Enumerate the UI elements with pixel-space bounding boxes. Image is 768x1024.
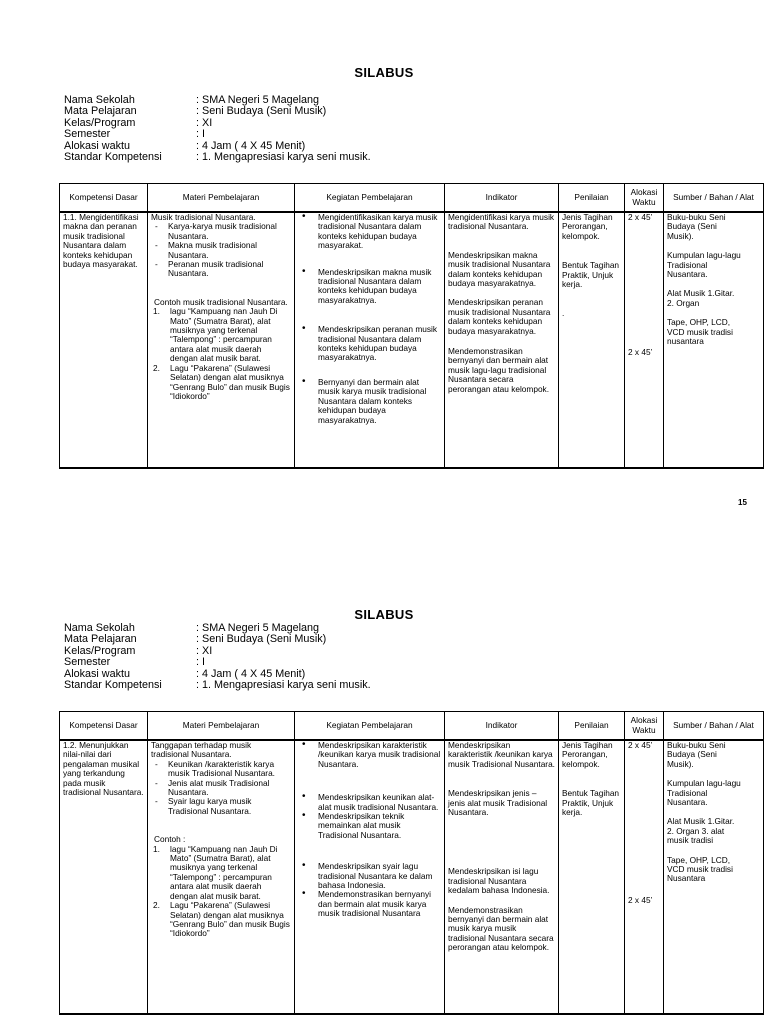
info-row: Mata Pelajaran : Seni Budaya (Seni Musik) (64, 633, 327, 646)
list-item: - Karya-karya musik tradisional Nusantara. (151, 222, 291, 241)
header-indikator: Indikator (445, 184, 559, 213)
list-item: • Mendeskripsikan teknik memainkan alat musik Tradisional Nusantara. (298, 812, 441, 840)
info-row: Alokasi waktu : 4 Jam ( 4 X 45 Menit) (64, 667, 306, 680)
sumber-item: Kumpulan lagu-lagu Tradisional Nusantara. (667, 250, 741, 280)
header-kegiatan: Kegiatan Pembelajaran (295, 712, 445, 741)
contoh-title: Contoh musik tradisional Nusantara. (154, 296, 288, 307)
header-indikator: Indikator (445, 712, 559, 741)
indikator-item: Mendemonstrasikan bernyanyi dan bermain alat musik lagu-lagu tradisional Nusantara secara perorangan atau kelompok. (448, 346, 550, 394)
penilaian-item: Bentuk Tagihan Praktik, Unjuk kerja. (562, 260, 620, 290)
info-row: Semester : I (64, 656, 205, 669)
document-info (64, 95, 371, 163)
penilaian-cell (559, 740, 625, 1014)
info-row: Alokasi waktu : 4 Jam ( 4 X 45 Menit) (64, 139, 306, 152)
header-kegiatan: Kegiatan Pembelajaran (295, 184, 445, 213)
list-item: 2. Lagu “Pakarena” (Sulawesi Selatan) dengan alat musiknya “Genrang Bulo” dan musik Bugis “Idiokordo” (153, 900, 290, 939)
info-row: Mata Pelajaran : Seni Budaya (Seni Musik) (64, 105, 327, 118)
list-item: • Mengidentifikasikan karya musik tradisional Nusantara dalam konteks kehidupan budaya masyarakat. (298, 213, 441, 251)
alokasi-cell (625, 740, 664, 1014)
indikator-item: Mengidentifikasi karya musik tradisional Nusantara. (448, 212, 555, 232)
sumber-item: Buku-buku Seni Budaya (Seni Musik). (667, 212, 726, 241)
alokasi-item: 2 x 45’ (628, 740, 653, 750)
syllabus-table (59, 183, 764, 469)
kompetensi-cell: 1.2. Menunjukkan nilai-nilai dari pengalaman musikal yang terkandung pada musik tradisional Nusantara. (60, 740, 148, 1014)
list-item: - Jenis alat musik Tradisional Nusantara. (151, 779, 291, 798)
sumber-item: Kumpulan lagu-lagu Tradisional Nusantara. (667, 778, 741, 808)
list-item: • Mendeskripsikan peranan musik tradisional Nusantara dalam konteks kehidupan budaya masyarakatnya. (298, 325, 441, 363)
list-item: - Syair lagu karya musik Tradisional Nusantara. (151, 797, 291, 816)
info-row: Kelas/Program : XI (64, 644, 213, 657)
materi-cell: Musik tradisional Nusantara. - Karya-karya musik tradisional Nusantara. - Makna musik tradisional Nusantara. - Peranan musik tradisional Nusantara. Contoh musik tradisional Nusantara. 1. lagu “Kampuang nan Jauh Di Mato” (Sumatra Barat), alat musiknya yang terkenal “Talempong” : percampuran antara alat musik daerah dengan alat musik barat. 2. Lagu “Pakarena” (Sulawesi Selatan) dengan alat musiknya “Genrang Bulo” dan musik Bugis “Idiokordo” (148, 212, 295, 468)
info-row: Standar Kompetensi : 1. Mengapresiasi karya seni musik. (64, 679, 371, 692)
header-sumber: Sumber / Bahan / Alat (664, 184, 764, 213)
list-item: 1. lagu “Kampuang nan Jauh Di Mato” (Sumatra Barat), alat musiknya yang terkenal “Talempong” : percampuran antara alat musik daerah dengan alat musik barat. (153, 843, 278, 901)
penilaian-item: Jenis Tagihan Perorangan, kelompok. (562, 212, 613, 241)
indikator-item: Mendeskripsikan makna musik tradisional Nusantara dalam konteks kehidupan budaya masyarakatnya. (448, 249, 551, 289)
list-item: - Keunikan /karakteristik karya musik Tradisional Nusantara. (151, 760, 291, 779)
indikator-item: Mendeskripsikan isi lagu tradisional Nusantara kedalam bahasa Indonesia. (448, 866, 550, 896)
list-item: 1. lagu “Kampuang nan Jauh Di Mato” (Sumatra Barat), alat musiknya yang terkenal “Talempong” : percampuran antara alat musik daerah dengan alat musik barat. (153, 306, 278, 364)
header-penilaian: Penilaian (559, 712, 625, 741)
kompetensi-cell: 1.1. Mengidentifikasi makna dan peranan musik tradisional Nusantara dalam konteks kehidupan budaya masyarakat. (60, 212, 148, 468)
page-title: SILABUS (354, 607, 414, 622)
table-row (60, 212, 764, 468)
sumber-item: Tape, OHP, LCD, VCD musik tradisi Nusantara (667, 854, 733, 884)
table-header-row (60, 712, 764, 741)
page-number: 15 (738, 498, 747, 507)
materi-cell: Tanggapan terhadap musik tradisional Nusantara. - Keunikan /karakteristik karya musik Tradisional Nusantara. - Jenis alat musik Tradisional Nusantara. - Syair lagu karya musik Tradisional Nusantara. Contoh : 1. lagu “Kampuang nan Jauh Di Mato” (Sumatra Barat), alat musiknya yang terkenal “Talempong” : percampuran antara alat musik daerah dengan alat musik barat. 2. Lagu “Pakarena” (Sulawesi Selatan) dengan alat musiknya “Genrang Bulo” dan musik Bugis “Idiokordo” (148, 740, 295, 1014)
indikator-item: Mendeskripsikan peranan musik tradisional Nusantara dalam konteks kehidupan budaya masyarakatnya. (448, 297, 551, 336)
header-alokasi: Alokasi Waktu (625, 184, 664, 213)
contoh-list (151, 845, 291, 939)
list-item: 2. Lagu “Pakarena” (Sulawesi Selatan) dengan alat musiknya “Genrang Bulo” dan musik Bugis “Idiokordo” (153, 362, 290, 401)
sumber-item: Buku-buku Seni Budaya (Seni Musik). (667, 740, 726, 769)
sumber-item: Alat Musik 1.Gitar. 2. Organ (667, 288, 735, 308)
list-item: • Mendeskripsikan keunikan alat-alat musik tradisional Nusantara. (298, 793, 441, 812)
sumber-item: Tape, OHP, LCD, VCD musik tradisi nusantara (667, 317, 733, 347)
penilaian-item: . (562, 308, 565, 319)
info-row: Nama Sekolah : SMA Negeri 5 Magelang (64, 622, 320, 634)
alokasi-cell (625, 212, 664, 468)
materi-list (151, 222, 291, 278)
header-penilaian: Penilaian (559, 184, 625, 213)
header-alokasi: Alokasi Waktu (625, 712, 664, 741)
page-title: SILABUS (354, 65, 414, 80)
indikator-item: Mendemonstrasikan bernyanyi dan bermain alat musik karya musik tradisional Nusantara secara perorangan atau kelompok. (448, 904, 554, 953)
kegiatan-list (298, 213, 441, 425)
indikator-cell (445, 212, 559, 468)
indikator-cell (445, 740, 559, 1014)
penilaian-cell (559, 212, 625, 468)
header-kompetensi: Kompetensi Dasar (60, 712, 148, 741)
list-item: • Mendeskripsikan karakteristik /keunikan karya musik tradisional Nusantara. (298, 741, 441, 769)
kegiatan-cell (295, 740, 445, 1014)
sumber-cell (664, 740, 764, 1014)
list-item: • Bernyanyi dan bermain alat musik karya musik tradisional Nusantara dalam konteks kehidupan budaya masyarakatnya. (298, 378, 441, 425)
header-materi: Materi Pembelajaran (148, 184, 295, 213)
alokasi-item: 2 x 45’ (628, 895, 653, 906)
penilaian-item: Bentuk Tagihan Praktik, Unjuk kerja. (562, 788, 620, 818)
header-materi: Materi Pembelajaran (148, 712, 295, 741)
indikator-item: Mendeskripsikan karakteristik /keunikan karya musik Tradisional Nusantara. (448, 740, 555, 769)
info-row: Standar Kompetensi : 1. Mengapresiasi karya seni musik. (64, 151, 371, 164)
kegiatan-list (298, 741, 441, 919)
list-item: • Mendeskripsikan syair lagu tradisional Nusantara ke dalam bahasa Indonesia. (298, 862, 441, 890)
list-item: - Makna musik tradisional Nusantara. (151, 241, 291, 260)
table-row (60, 740, 764, 1014)
header-kompetensi: Kompetensi Dasar (60, 184, 148, 213)
penilaian-item: Jenis Tagihan Perorangan, kelompok. (562, 740, 613, 769)
materi-list (151, 760, 291, 816)
sumber-cell (664, 212, 764, 468)
syllabus-table (59, 711, 764, 1015)
list-item: • Mendemonstrasikan bernyanyi dan bermain alat musik karya musik tradisional Nusantara (298, 890, 441, 918)
contoh-title: Contoh : (154, 834, 186, 845)
info-row: Nama Sekolah : SMA Negeri 5 Magelang (64, 94, 320, 106)
list-item: - Peranan musik tradisional Nusantara. (151, 260, 291, 279)
kegiatan-cell (295, 212, 445, 468)
alokasi-item: 2 x 45’ (628, 347, 653, 358)
list-item: • Mendeskripsikan makna musik tradisional Nusantara dalam konteks kehidupan budaya masyarakatnya. (298, 268, 441, 306)
indikator-item: Mendeskripsikan jenis – jenis alat musik Tradisional Nusantara. (448, 788, 548, 818)
document-info (64, 623, 371, 691)
table-header-row (60, 184, 764, 213)
sumber-item: Alat Musik 1.Gitar. 2. Organ 3. alat musik tradisi (667, 816, 735, 846)
info-row: Semester : I (64, 128, 205, 141)
header-sumber: Sumber / Bahan / Alat (664, 712, 764, 741)
info-row: Kelas/Program : XI (64, 116, 213, 129)
alokasi-item: 2 x 45’ (628, 212, 653, 222)
contoh-list (151, 307, 291, 401)
